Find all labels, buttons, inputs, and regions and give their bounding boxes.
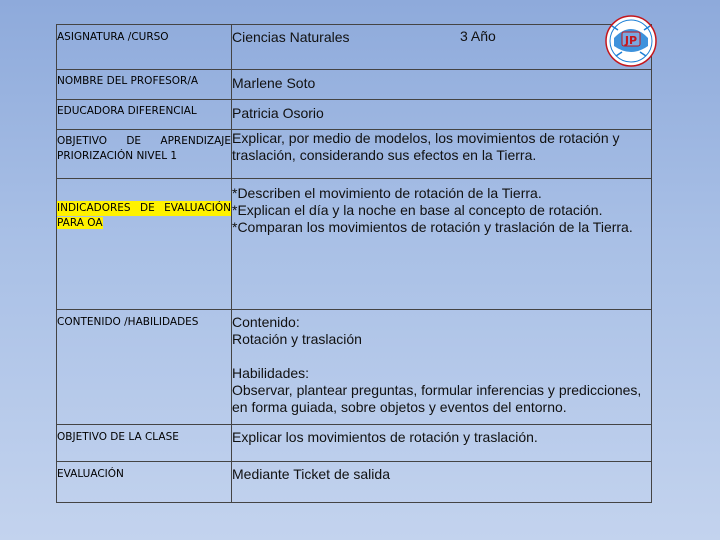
class-objective-label: OBJETIVO DE LA CLASE <box>57 425 232 462</box>
class-objective-value: Explicar los movimientos de rotación y traslación. <box>232 425 652 462</box>
teacher-label: NOMBRE DEL PROFESOR/A <box>57 70 232 100</box>
objective-row <box>57 130 652 179</box>
indicators-value <box>232 179 652 310</box>
educator-value: Patricia Osorio <box>232 100 652 130</box>
grade-label: 3 Año <box>460 28 496 44</box>
content-label: CONTENIDO /HABILIDADES <box>57 310 232 425</box>
logo-initials: JP <box>624 34 638 47</box>
skills-line2: en forma guiada, sobre objetos y eventos del entorno. <box>232 399 567 415</box>
indicators-row <box>57 179 652 310</box>
subject-label: ASIGNATURA /CURSO <box>57 25 232 70</box>
educator-row <box>57 100 652 130</box>
skills-title: Habilidades: <box>232 365 310 381</box>
educator-label: EDUCADORA DIFERENCIAL <box>57 100 232 130</box>
class-objective-row <box>57 425 652 462</box>
objective-label-line2: PRIORIZACIÓN NIVEL 1 <box>57 150 178 162</box>
content-title: Contenido: <box>232 314 300 330</box>
teacher-row <box>57 70 652 100</box>
indicators-label <box>57 179 232 310</box>
lesson-plan-table <box>56 24 652 503</box>
indicator-item: *Describen el movimiento de rotación de la Tierra. <box>232 185 542 201</box>
indicators-label-line2: PARA OA <box>57 217 103 229</box>
objective-label-line1: OBJETIVO DE APRENDIZAJE <box>57 135 231 147</box>
evaluation-label: EVALUACIÓN <box>57 462 232 503</box>
evaluation-value: Mediante Ticket de salida <box>232 462 652 503</box>
evaluation-row <box>57 462 652 503</box>
objective-value-line2: traslación, considerando sus efectos en la Tierra. <box>232 147 537 163</box>
school-logo <box>604 8 658 74</box>
objective-label <box>57 130 232 179</box>
indicator-item: *Comparan los movimientos de rotación y traslación de la Tierra. <box>232 219 633 235</box>
objective-value-line1: Explicar, por medio de modelos, los movimientos de rotación y <box>232 130 620 146</box>
indicator-item: *Explican el día y la noche en base al concepto de rotación. <box>232 202 603 218</box>
content-row <box>57 310 652 425</box>
subject-row <box>57 25 652 70</box>
content-value <box>232 310 652 425</box>
subject-value: Ciencias Naturales <box>232 25 652 70</box>
teacher-value: Marlene Soto <box>232 70 652 100</box>
objective-value <box>232 130 652 179</box>
indicators-label-line1: INDICADORES DE EVALUACIÓN <box>57 202 231 214</box>
skills-line1: Observar, plantear preguntas, formular inferencias y predicciones, <box>232 382 642 398</box>
content-text: Rotación y traslación <box>232 331 362 347</box>
